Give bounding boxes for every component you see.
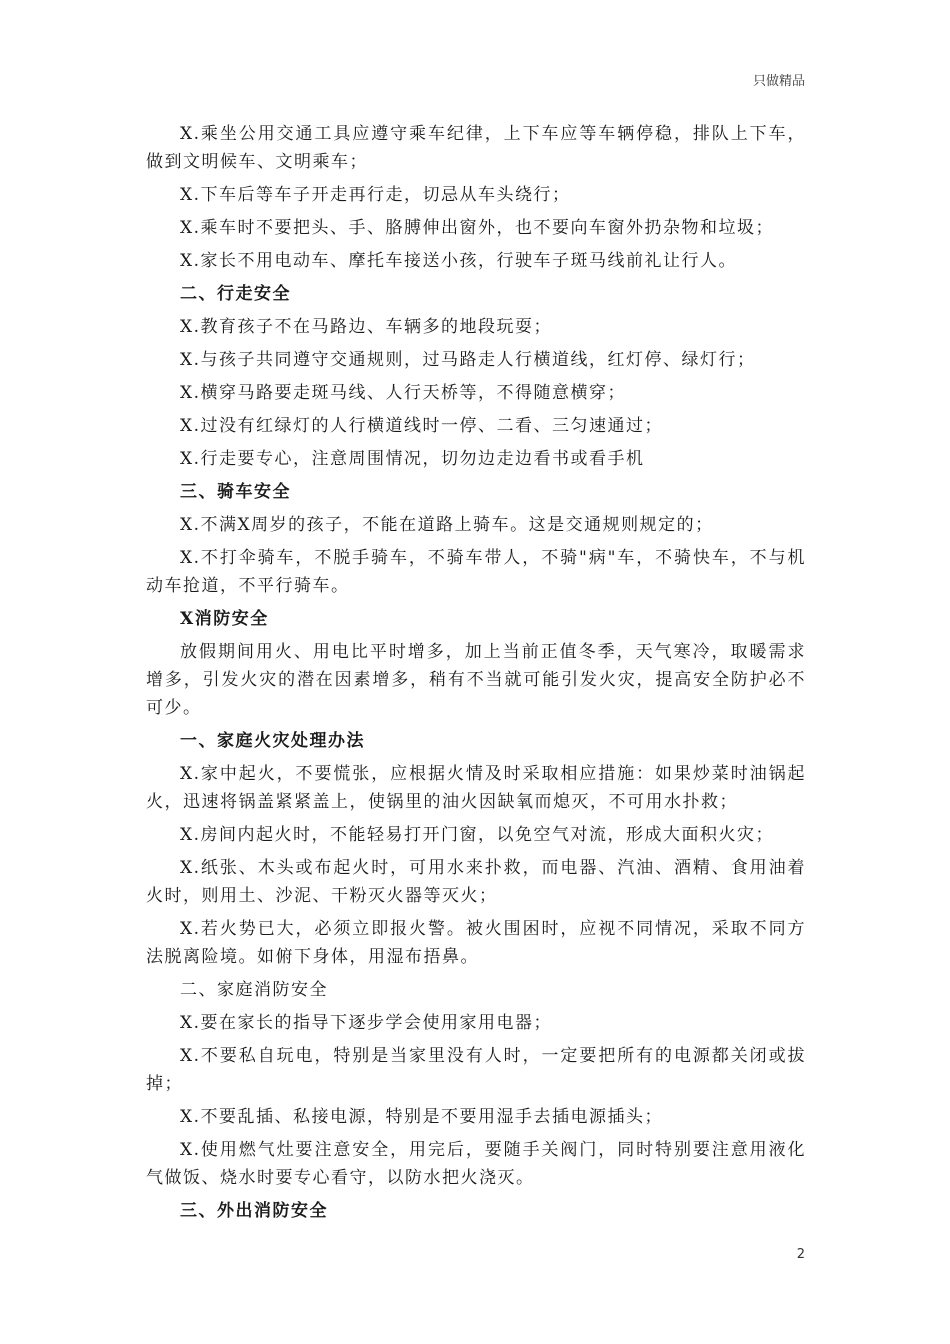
body-paragraph: X.不打伞骑车，不脱手骑车，不骑车带人，不骑"病"车，不骑快车，不与机动车抢道，不平行骑车。 [146,548,806,596]
body-paragraph: X.横穿马路要走斑马线、人行天桥等，不得随意横穿； [180,383,627,403]
body-paragraph: X.要在家长的指导下逐步学会使用家用电器； [180,1013,553,1033]
body-paragraph: X.不要私自玩电，特别是当家里没有人时，一定要把所有的电源都关闭或拔掉； [146,1046,806,1094]
body-paragraph: X.行走要专心，注意周围情况，切勿边走边看书或看手机 [180,449,645,469]
page-number: 2 [796,1247,805,1262]
body-paragraph: X.家中起火，不要慌张，应根据火情及时采取相应措施：如果炒菜时油锅起火，迅速将锅盖紧紧盖上，使锅里的油火因缺氧而熄灭，不可用水扑救； [146,764,806,812]
body-paragraph: 二、家庭消防安全 [180,980,328,1000]
section-heading: 三、外出消防安全 [180,1201,328,1221]
body-paragraph: X.教育孩子不在马路边、车辆多的地段玩耍； [180,317,553,337]
body-paragraph: X.纸张、木头或布起火时，可用水来扑救，而电器、汽油、酒精、食用油着火时，则用土、沙泥、干粉灭火器等灭火； [146,858,806,906]
body-paragraph: X.不要乱插、私接电源，特别是不要用湿手去插电源插头； [180,1107,664,1127]
section-heading: 三、骑车安全 [180,482,291,502]
body-paragraph: X.乘坐公用交通工具应遵守乘车纪律，上下车应等车辆停稳，排队上下车，做到文明候车、文明乘车； [146,124,806,172]
body-paragraph: X.乘车时不要把头、手、胳膊伸出窗外，也不要向车窗外扔杂物和垃圾； [180,218,775,238]
body-paragraph: X.家长不用电动车、摩托车接送小孩，行驶车子斑马线前礼让行人。 [180,251,738,271]
document-body [146,120,806,1230]
section-heading: X消防安全 [180,609,269,629]
section-heading: 二、行走安全 [180,284,291,304]
body-paragraph: X.使用燃气灶要注意安全，用完后，要随手关阀门，同时特别要注意用液化气做饭、烧水时要专心看守，以防水把火浇灭。 [146,1140,806,1188]
section-heading: 一、家庭火灾处理办法 [180,731,365,751]
page-header: 只做精品 [752,74,805,89]
body-paragraph: X.房间内起火时，不能轻易打开门窗，以免空气对流，形成大面积火灾； [180,825,775,845]
body-paragraph: 放假期间用火、用电比平时增多，加上当前正值冬季，天气寒冷，取暖需求增多，引发火灾的潜在因素增多，稍有不当就可能引发火灾，提高安全防护必不可少。 [146,642,806,718]
body-paragraph: X.下车后等车子开走再行走，切忌从车头绕行； [180,185,571,205]
body-paragraph: X.不满X周岁的孩子，不能在道路上骑车。这是交通规则规定的； [180,515,714,535]
body-paragraph: X.过没有红绿灯的人行横道线时一停、二看、三匀速通过； [180,416,664,436]
body-paragraph: X.若火势已大，必须立即报火警。被火围困时，应视不同情况，采取不同方法脱离险境。如俯下身体，用湿布捂鼻。 [146,919,806,967]
body-paragraph: X.与孩子共同遵守交通规则，过马路走人行横道线，红灯停、绿灯行； [180,350,756,370]
